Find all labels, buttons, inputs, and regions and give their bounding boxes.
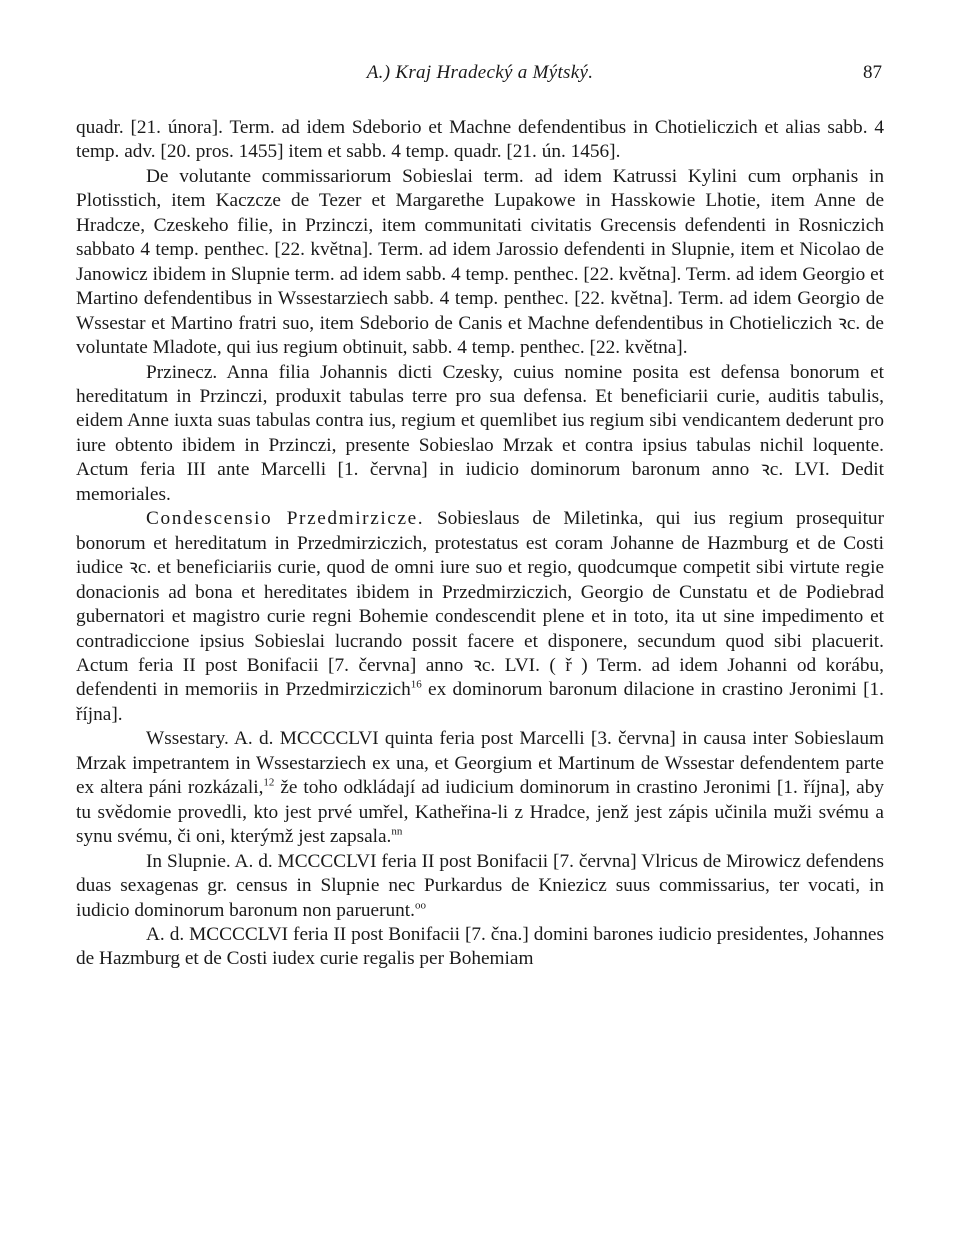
paragraph-continuation	[76, 116, 884, 165]
paragraph-text: In Slupnie. A. d. MCCCCLVI feria II post Bonifacii [7. června] Vlricus de Mirowicz defendens duas sexagenas gr. census in Slupnie nec Purkardus de Kniezicz suus commissarius, ter vocati, in iudicio dominorum baronum non paruerunt.	[76, 850, 884, 921]
paragraph-text: Przinecz. Anna filia Johannis dicti Czesky, cuius nomine posita est defensa bonorum et hereditatum in Przinczi, produxit tabulas terre pro sua defensa. Et beneficiarii curie, auditis tabulis, eidem Anne iuxta suas tabulas contra ius, regium et quemlibet ius regium sibi vendicantem dederunt pro iure obtento ibidem in Przinczi, presente Sobieslao Mrzak et contra ipsius tabulas nichil loquente. Actum feria III ante Marcelli [1. června] in iudicio dominorum baronum anno ꝛc. LVI. Dedit memoriales.	[76, 361, 884, 505]
footnote-ref: nn	[391, 825, 403, 838]
paragraph-domini-barones	[76, 923, 884, 972]
paragraph-condescensio	[76, 507, 884, 727]
paragraph-commissariorum	[76, 165, 884, 361]
paragraph-text-tail: že toho odkládají ad iudicium dominorum in crastino Jeronimi [1. října], aby tu svědomie provedli, kto jest prvé umřel, Katheřina-li z Hradce, jenž jest zápis učinila muži svému a synu svému, či oni, kterýmž jest zapsala.	[76, 777, 884, 848]
paragraph-przinecz	[76, 361, 884, 508]
body-text	[76, 116, 884, 972]
running-header	[0, 62, 960, 90]
paragraph-text: Sobieslaus de Miletinka, qui ius regium prosequitur bonorum et hereditatum in Przedmirziczich, protestatus est coram Johanne de Hazmburg et de Costi iudice ꝛc. et beneficiariis curie, quod de omni iure suo et regio, quodcumque competit sibi virtute regie donacionis ad bona et hereditates ibidem in Przedmirziczich, Georgio de Cunstatu et de Podiebrad gubernatori et magistro curie regni Bohemie condescendit plene et in toto, ita ut sine impedimento et contradiccione ipsius Sobieslai lucrando possit facere et disponere, secundum quod sibi placuerit. Actum feria II post Bonifacii [7. června] anno ꝛc. LVI. ( ř ) Term. ad idem Johanni od korábu, defendenti in memoriis in Przedmirziczich	[76, 508, 884, 701]
paragraph-wssestary	[76, 727, 884, 849]
page-number: 87	[863, 62, 882, 83]
page-header-title: A.) Kraj Hradecký a Mýtský.	[366, 62, 594, 83]
paragraph-lead-heading: Condescensio Przedmirzicze.	[146, 508, 425, 530]
paragraph-text: A. d. MCCCCLVI feria II post Bonifacii [7. čna.] domini barones iudicio presidentes, Johannes de Hazmburg et de Costi iudex curie regalis per Bohemiam	[76, 923, 884, 970]
paragraph-text-tail: ex dominorum baronum dilacione in crastino Jeronimi [1. října].	[76, 679, 884, 725]
paragraph-text: quadr. [21. února]. Term. ad idem Sdeborio et Machne defendentibus in Chotieliczich et alias sabb. 4 temp. adv. [20. pros. 1455] item et sabb. 4 temp. quadr. [21. ún. 1456].	[76, 117, 884, 163]
paragraph-text: De volutante commissariorum Sobieslai term. ad idem Katrussi Kylini cum orphanis in Plotisstich, item Kaczcze de Tezer et Margarethe Lupakowe in Hasskowie Lhotie, item Anne de Hradcze, Czeskeho filie, in Przinczi, item communitati civitatis Grecensis defendenti in Rosniczich sabbato 4 temp. penthec. [22. května]. Term. ad idem Jarossio defendenti in Slupnie, item et Nicolao de Janowicz ibidem in Slupnie term. ad idem sabb. 4 temp. penthec. [22. května]. Term. ad idem Georgio et Martino defendentibus in Wssestarziech sabb. 4 temp. penthec. [22. května]. Term. ad idem Georgio de Wssestar et Martino fratri suo, item Sdeborio de Canis et Machne defendentibus in Chotieliczich ꝛc. de voluntate Mladote, qui ius regium obtinuit, sabb. 4 temp. penthec. [22. května].	[76, 165, 884, 359]
footnote-ref: 16	[410, 679, 422, 691]
paragraph-slupnie	[76, 850, 884, 923]
footnote-ref: 12	[263, 776, 275, 789]
paragraph-text: Wssestary. A. d. MCCCCLVI quinta feria post Marcelli [3. června] in causa inter Sobieslaum Mrzak impetrantem in Wssestarziech ex una, et Georgium et Martinum de Wssestar defendentem parte ex altera páni rozkázali,	[76, 728, 884, 799]
footnote-ref: oo	[414, 899, 426, 912]
